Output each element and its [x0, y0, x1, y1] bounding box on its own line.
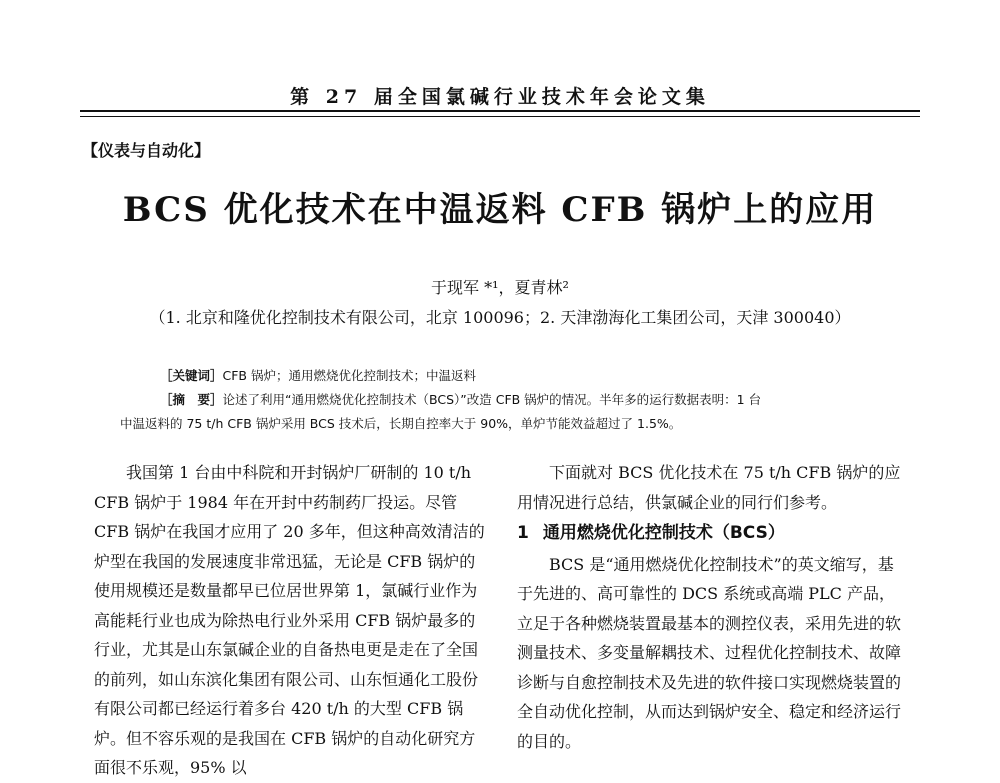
header-rule-thin: [80, 116, 920, 117]
right-column: [517, 458, 909, 756]
section-tag: 【仪表与自动化】: [82, 141, 211, 160]
left-column: [94, 458, 486, 783]
keywords-text: CFB 锅炉；通用燃烧优化控制技术；中温返料: [222, 368, 476, 383]
body-paragraph-1: 我国第 1 台由中科院和开封锅炉厂研制的 10 t/h CFB 锅炉于 1984 年在开封中药制药厂投运。尽管 CFB 锅炉在我国才应用了 20 多年，但这种高效清洁的炉型在我国的发展速度非常迅猛，无论是 CFB 锅炉的使用规模还是数量都早已位居世界第 1，氯碱行业作为高能耗行业也成为除热电行业外采用 CFB 锅炉最多的行业，尤其是山东氯碱企业的自备热电更是走在了全国的前列，如山东滨化集团有限公司、山东恒通化工股份有限公司都已经运行着多台 420 t/h 的大型 CFB 锅炉。但不容乐观的是我国在 CFB 锅炉的自动化研究方面很不乐观，95% 以: [94, 463, 485, 777]
section-heading-1: [517, 519, 909, 549]
section-heading-number: 1: [517, 523, 529, 543]
section-heading-text: 通用燃烧优化控制技术（BCS）: [542, 523, 785, 543]
body-paragraph-2: 下面就对 BCS 优化技术在 75 t/h CFB 锅炉的应用情况进行总结，供氯碱企业的同行们参考。: [517, 463, 901, 512]
paper-title: BCS 优化技术在中温返料 CFB 锅炉上的应用: [122, 190, 878, 230]
keywords: [160, 366, 476, 384]
body-paragraph-3: BCS 是“通用燃烧优化控制技术”的英文缩写，基于先进的、高可靠性的 DCS 系统或高端 PLC 产品，立足于各种燃烧装置最基本的测控仪表，采用先进的软测量技术、多变量解耦技术、过程优化控制技术、故障诊断与自愈控制技术及先进的软件接口实现燃烧装置的全自动优化控制，从而达到锅炉安全、稳定和经济运行的目的。: [517, 554, 902, 751]
journal-header: 第 27 届全国氯碱行业技术年会论文集: [290, 86, 710, 108]
header-rule-thick: [80, 110, 920, 112]
abstract-text-1: 论述了利用“通用燃烧优化控制技术（BCS）”改造 CFB 锅炉的情况。半年多的运行数据表明：1 台: [222, 392, 762, 407]
keywords-label: ［关键词］: [160, 368, 223, 383]
abstract-line-2: 中温返料的 75 t/h CFB 锅炉采用 BCS 技术后，长期自控率大于 90%，单炉节能效益超过了 1.5%。: [120, 416, 682, 431]
authors: 于现军 *¹，夏青林²: [431, 278, 569, 297]
abstract-line-1: [160, 390, 761, 408]
abstract-label: ［摘 要］: [160, 392, 223, 407]
affiliation: （1. 北京和隆优化控制技术有限公司，北京 100096；2. 天津渤海化工集团公司，天津 300040）: [149, 308, 851, 327]
